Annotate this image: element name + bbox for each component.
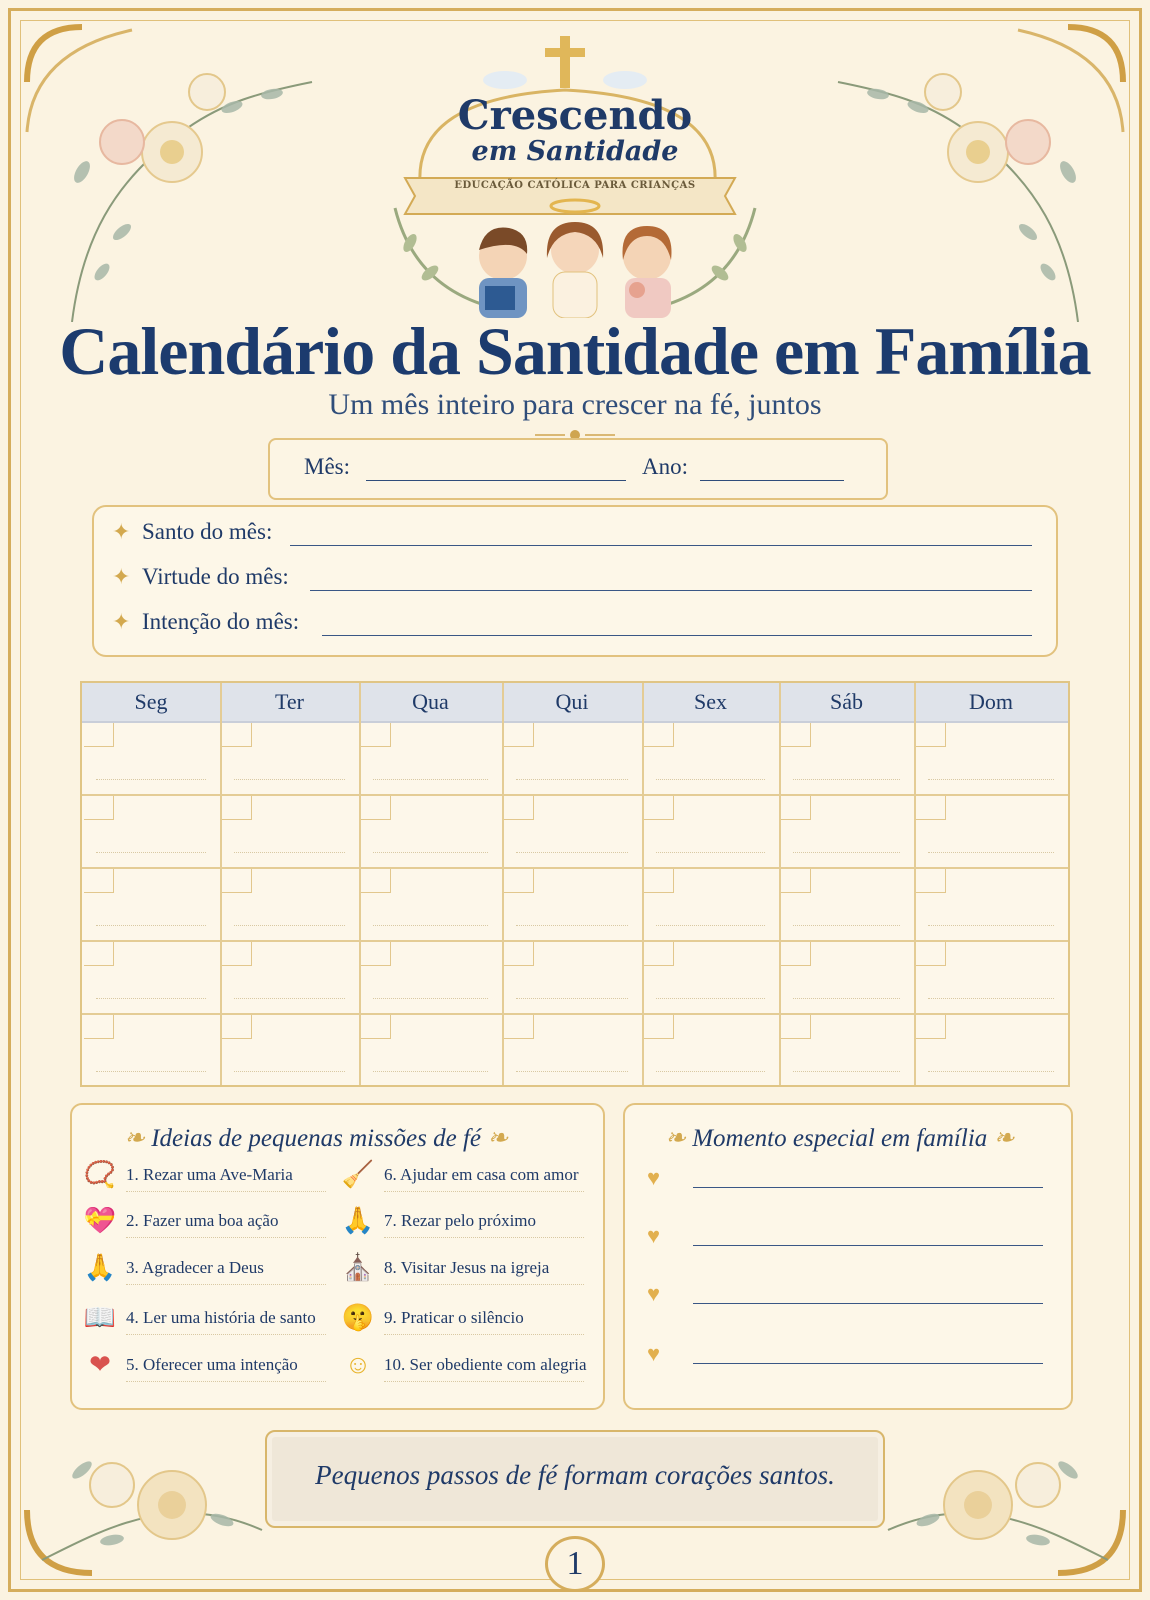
month-field[interactable] [366,480,626,481]
virtue-field[interactable] [310,590,1032,591]
gold-heart-icon: ♥ [647,1281,661,1306]
leaf-ornament-icon: ❧ [987,1125,1015,1152]
day-header-4: Sex [694,689,727,714]
day-number-box[interactable] [504,796,534,820]
day-number-box[interactable] [644,869,674,893]
info-row-virtue [112,562,1032,596]
day-number-box[interactable] [361,723,391,747]
floral-corner-top-left-icon [22,22,322,322]
day-number-box[interactable] [504,942,534,966]
brand-tagline: EDUCAÇÃO CATÓLICA PARA CRIANÇAS [454,180,696,191]
day-note-line[interactable] [928,1071,1054,1072]
moment-write-line[interactable] [693,1363,1043,1364]
day-number-box[interactable] [916,869,946,893]
logo-artwork-icon [375,28,775,318]
mission-text: 9. Praticar o silêncio [384,1308,524,1327]
mission-divider [126,1191,326,1192]
mission-divider [384,1191,584,1192]
day-note-line[interactable] [656,779,765,780]
day-note-line[interactable] [96,998,206,999]
mission-text: 7. Rezar pelo próximo [384,1211,537,1230]
moment-write-line[interactable] [693,1303,1043,1304]
mission-text: 4. Ler uma história de santo [126,1308,316,1327]
smile-icon: ☺ [344,1350,372,1379]
day-number-box[interactable] [361,942,391,966]
moment-write-line[interactable] [693,1187,1043,1188]
mission-text: 2. Fazer uma boa ação [126,1211,279,1230]
page-title: Calendário da Santidade em Família [59,313,1091,389]
church-icon: ⛪ [341,1253,375,1282]
day-number-box[interactable] [504,723,534,747]
heart-hands-icon: 💝 [83,1206,117,1235]
moment-line-row [647,1281,1047,1311]
floral-corner-bottom-left-icon [22,1410,272,1578]
day-note-line[interactable] [656,1071,765,1072]
family-moment-box [623,1103,1073,1410]
praying-hands-icon: 🙏 [341,1206,375,1235]
praying-hands-icon: 🙏 [83,1253,117,1282]
info-row-saint [112,517,1032,551]
day-note-line[interactable] [656,925,765,926]
gold-heart-icon: ♥ [647,1165,661,1190]
mission-divider [384,1237,584,1238]
day-note-line[interactable] [928,779,1054,780]
mission-text: 5. Oferecer uma intenção [126,1355,298,1374]
month-label: Mês: [304,454,350,479]
mission-divider [126,1334,326,1335]
day-header-2: Qua [412,689,449,714]
brand-logo [375,28,775,318]
day-note-line[interactable] [928,852,1054,853]
moment-title: ❧ Momento especial em família ❧ [665,1125,1015,1152]
mission-divider [126,1284,326,1285]
day-number-box[interactable] [84,723,114,747]
quote-text: Pequenos passos de fé formam corações santos. [315,1460,835,1490]
gold-heart-icon: ♥ [647,1341,661,1366]
heart-icon: ❤ [89,1350,111,1379]
day-note-line[interactable] [373,1071,488,1072]
gold-star-icon: ✦ [112,564,131,589]
day-note-line[interactable] [656,852,765,853]
day-note-line[interactable] [234,852,345,853]
day-note-line[interactable] [516,852,628,853]
day-number-box[interactable] [222,723,252,747]
leaf-ornament-icon: ❧ [481,1125,509,1152]
day-number-box[interactable] [781,723,811,747]
day-number-box[interactable] [644,796,674,820]
moment-write-line[interactable] [693,1245,1043,1246]
day-number-box[interactable] [84,869,114,893]
day-number-box[interactable] [781,942,811,966]
day-number-box[interactable] [916,796,946,820]
day-note-line[interactable] [928,925,1054,926]
day-header-3: Qui [555,689,589,714]
day-note-line[interactable] [234,1071,345,1072]
day-note-line[interactable] [793,925,900,926]
day-note-line[interactable] [793,852,900,853]
year-label: Ano: [642,454,688,479]
day-header-0: Seg [134,689,168,714]
saint-field[interactable] [290,545,1032,546]
day-note-line[interactable] [516,779,628,780]
day-number-box[interactable] [916,942,946,966]
mission-divider [126,1381,326,1382]
day-number-box[interactable] [361,796,391,820]
month-year-box [268,438,888,500]
day-note-line[interactable] [928,998,1054,999]
mission-text: 1. Rezar uma Ave-Maria [126,1165,293,1184]
day-number-box[interactable] [84,1015,114,1039]
day-note-line[interactable] [96,852,206,853]
mission-text: 10. Ser obediente com alegria [384,1355,587,1374]
monthly-info-box [92,505,1058,657]
moment-line-row [647,1165,1047,1195]
day-number-box[interactable] [222,1015,252,1039]
virtue-label: Virtude do mês: [142,564,289,589]
moment-line-row [647,1341,1047,1371]
day-note-line[interactable] [793,779,900,780]
leaf-ornament-icon: ❧ [665,1125,693,1152]
day-number-box[interactable] [644,942,674,966]
brand-name-line2: em Santidade [471,136,679,167]
year-field[interactable] [700,480,844,481]
saint-label: Santo do mês: [142,519,273,544]
mission-divider [384,1284,584,1285]
day-note-line[interactable] [373,852,488,853]
page-number: 1 [545,1536,605,1592]
moment-line-row [647,1223,1047,1253]
day-note-line[interactable] [793,1071,900,1072]
day-note-line[interactable] [373,925,488,926]
intention-label: Intenção do mês: [142,609,300,634]
day-number-box[interactable] [916,723,946,747]
quote-banner [265,1430,885,1528]
day-note-line[interactable] [96,925,206,926]
day-number-box[interactable] [361,1015,391,1039]
mission-text: 3. Agradecer a Deus [126,1258,264,1277]
day-note-line[interactable] [234,779,345,780]
day-header-5: Sáb [830,689,863,714]
day-note-line[interactable] [516,1071,628,1072]
mission-divider [126,1237,326,1238]
floral-corner-top-right-icon [828,22,1128,322]
mission-divider [384,1334,584,1335]
day-header-6: Dom [969,689,1013,714]
broom-icon: 🧹 [341,1160,375,1189]
mission-text: 6. Ajudar em casa com amor [384,1165,579,1184]
page-subtitle: Um mês inteiro para crescer na fé, juntos [328,388,822,421]
day-note-line[interactable] [516,998,628,999]
day-note-line[interactable] [656,998,765,999]
day-note-line[interactable] [234,998,345,999]
day-number-box[interactable] [222,796,252,820]
leaf-ornament-icon: ❧ [124,1125,152,1152]
day-number-box[interactable] [781,796,811,820]
day-number-box[interactable] [222,869,252,893]
mission-divider [384,1381,584,1382]
floral-corner-bottom-right-icon [878,1410,1128,1578]
day-header-1: Ter [275,689,304,714]
missions-title: ❧ Ideias de pequenas missões de fé ❧ [124,1125,509,1152]
day-number-box[interactable] [644,723,674,747]
gold-heart-icon: ♥ [647,1223,661,1248]
day-note-line[interactable] [234,925,345,926]
day-number-box[interactable] [222,942,252,966]
day-note-line[interactable] [96,1071,206,1072]
day-number-box[interactable] [84,942,114,966]
missions-box [70,1103,605,1410]
day-number-box[interactable] [781,1015,811,1039]
day-number-box[interactable] [504,869,534,893]
day-number-box[interactable] [504,1015,534,1039]
gold-star-icon: ✦ [112,519,131,544]
day-number-box[interactable] [781,869,811,893]
silence-icon: 🤫 [341,1303,375,1332]
day-number-box[interactable] [916,1015,946,1039]
calendar-grid [80,681,1070,1087]
intention-field[interactable] [322,635,1032,636]
info-row-intention [112,607,1032,641]
mission-text: 8. Visitar Jesus na igreja [384,1258,550,1277]
day-note-line[interactable] [516,925,628,926]
day-number-box[interactable] [644,1015,674,1039]
day-note-line[interactable] [793,998,900,999]
rosary-icon: 📿 [83,1160,117,1189]
book-icon: 📖 [83,1303,117,1332]
day-number-box[interactable] [84,796,114,820]
day-note-line[interactable] [373,779,488,780]
brand-name-line1: Crescendo [457,92,693,139]
day-note-line[interactable] [96,779,206,780]
gold-star-icon: ✦ [112,609,131,634]
day-note-line[interactable] [373,998,488,999]
day-number-box[interactable] [361,869,391,893]
